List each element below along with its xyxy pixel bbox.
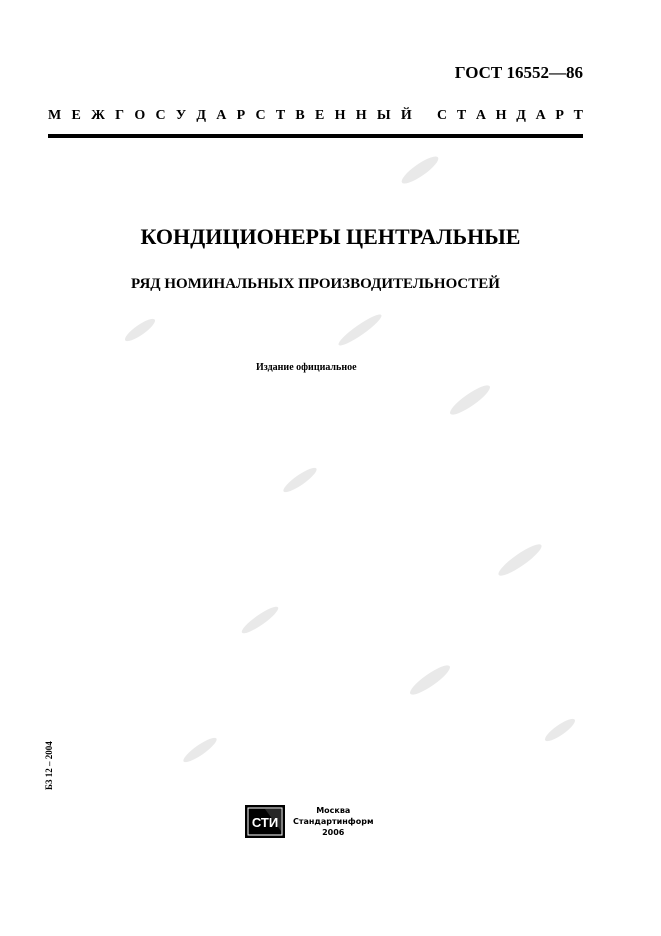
publisher-city: Москва bbox=[316, 806, 351, 815]
header-letter: Р bbox=[236, 108, 246, 123]
header-letter: С bbox=[437, 108, 448, 123]
side-code: Б3 12 – 2004 bbox=[44, 741, 54, 790]
header-letter: М bbox=[48, 108, 62, 123]
document-title: КОНДИЦИОНЕРЫ ЦЕНТРАЛЬНЫЕ bbox=[140, 224, 521, 249]
publisher-block bbox=[245, 805, 374, 838]
publisher-year: 2006 bbox=[322, 828, 345, 837]
standard-header bbox=[48, 108, 583, 124]
header-letter: Т bbox=[573, 108, 583, 123]
header-letter: Д bbox=[516, 108, 526, 123]
standartinform-logo-icon bbox=[245, 805, 285, 838]
logo-text: СТИ bbox=[251, 815, 279, 830]
header-word-standard bbox=[437, 108, 583, 124]
edition-label: Издание официальное bbox=[256, 362, 357, 373]
header-letter: Ж bbox=[91, 108, 105, 123]
header-letter: У bbox=[175, 108, 187, 123]
header-letter: Н bbox=[495, 108, 507, 123]
publisher-name: Стандартинформ bbox=[293, 817, 374, 826]
header-letter: В bbox=[295, 108, 305, 123]
header-rule bbox=[48, 134, 583, 138]
header-word-interstate bbox=[48, 108, 412, 124]
header-letter: Р bbox=[555, 108, 564, 123]
header-letter: Д bbox=[196, 108, 207, 123]
header-letter: Й bbox=[400, 108, 412, 123]
header-letter: О bbox=[134, 108, 146, 123]
header-letter: Г bbox=[115, 108, 125, 123]
header-letter: Н bbox=[355, 108, 367, 123]
header-letter: А bbox=[475, 108, 486, 123]
header-letter: Е bbox=[71, 108, 81, 123]
header-letter: Т bbox=[275, 108, 286, 123]
document-code: ГОСТ 16552—86 bbox=[454, 63, 583, 82]
header-letter: С bbox=[155, 108, 166, 123]
header-letter: Е bbox=[315, 108, 325, 123]
header-letter: Ы bbox=[376, 108, 391, 123]
header-letter: А bbox=[535, 108, 546, 123]
header-letter: А bbox=[216, 108, 227, 123]
publisher-info bbox=[293, 805, 374, 838]
document-subtitle: РЯД НОМИНАЛЬНЫХ ПРОИЗВОДИТЕЛЬНОСТЕЙ bbox=[131, 276, 500, 292]
header-letter: Н bbox=[334, 108, 346, 123]
header-letter: С bbox=[255, 108, 266, 123]
header-letter: Т bbox=[456, 108, 467, 123]
